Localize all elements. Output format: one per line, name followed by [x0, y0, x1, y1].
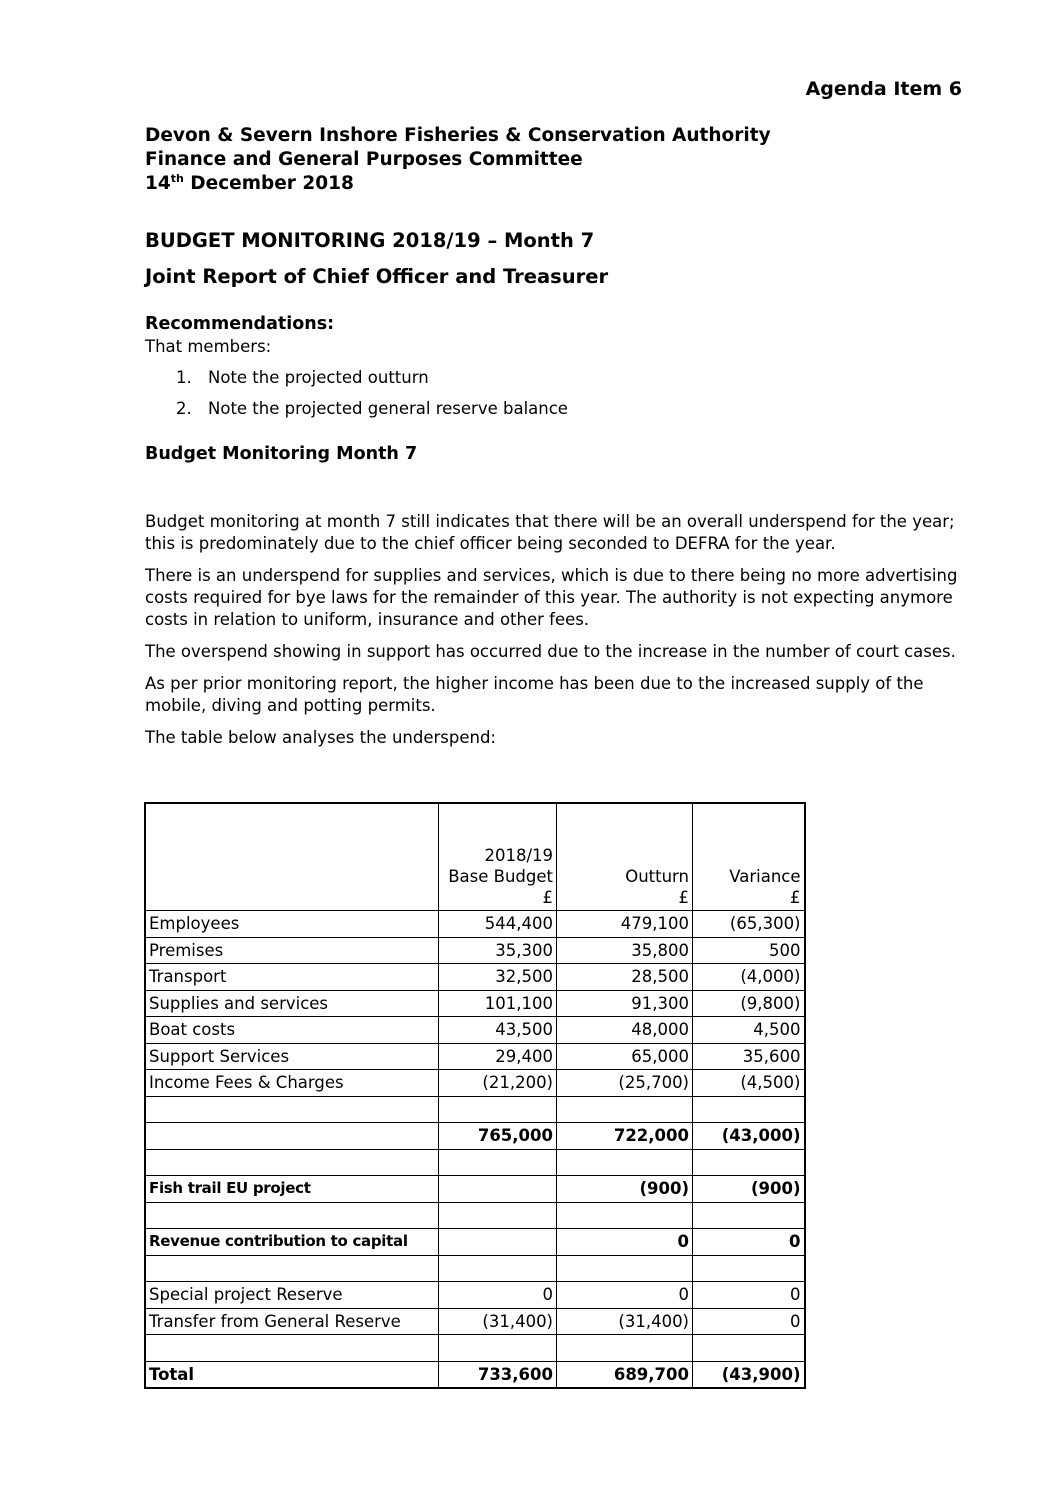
table-row-special-reserve: Special project Reserve 0 0 0 [145, 1282, 805, 1309]
recommendations-heading: Recommendations: [145, 314, 335, 334]
table-row: Supplies and services 101,100 91,300 (9,800) [145, 990, 805, 1017]
table-row: Transport 32,500 28,500 (4,000) [145, 964, 805, 991]
recommendations-intro: That members: [145, 337, 272, 356]
table-row: Boat costs 43,500 48,000 4,500 [145, 1017, 805, 1044]
org-name: Devon & Severn Inshore Fisheries & Conservation Authority [145, 125, 771, 146]
paragraph: As per prior monitoring report, the higher income has been due to the increased supply of the mobile, diving and potting permits. [145, 674, 924, 715]
body-text [145, 511, 975, 759]
table-row-blank [145, 1202, 805, 1229]
agenda-item: Agenda Item 6 [805, 78, 962, 100]
table-row-general-reserve: Transfer from General Reserve (31,400) (31,400) 0 [145, 1308, 805, 1335]
table-row-fish-trail: Fish trail EU project (900) (900) [145, 1176, 805, 1203]
table-header-label [145, 803, 439, 911]
paragraph: The overspend showing in support has occurred due to the increase in the number of court cases. [145, 642, 956, 661]
document-header [145, 124, 771, 196]
table-row-blank [145, 1096, 805, 1123]
paragraph: The table below analyses the underspend: [145, 728, 496, 747]
table-row: Support Services 29,400 65,000 35,600 [145, 1043, 805, 1070]
table-row-subtotal: 765,000 722,000 (43,000) [145, 1123, 805, 1150]
table-row: Income Fees & Charges (21,200) (25,700) (4,500) [145, 1070, 805, 1097]
header-base-budget: 2018/19 Base Budget £ [439, 803, 557, 911]
table-header-row [145, 803, 805, 911]
table-row-revenue-contribution: Revenue contribution to capital 0 0 [145, 1229, 805, 1256]
paragraph: There is an underspend for supplies and services, which is due to there being no more advertising costs required for bye laws for the remainder of this year. The authority is not expecting anymore costs in relation to uniform, insurance and other fees. [145, 566, 958, 629]
report-subtitle: Joint Report of Chief Officer and Treasurer [145, 265, 609, 288]
table-row: Employees 544,400 479,100 (65,300) [145, 911, 805, 938]
table-row-blank [145, 1149, 805, 1176]
list-item: 2. Note the projected general reserve balance [176, 399, 568, 418]
table-row-blank [145, 1255, 805, 1282]
committee-name: Finance and General Purposes Committee [145, 149, 583, 170]
paragraph: Budget monitoring at month 7 still indicates that there will be an overall underspend for the year; this is predominately due to the chief officer being seconded to DEFRA for the year. [145, 512, 955, 553]
section-heading: Budget Monitoring Month 7 [145, 444, 418, 464]
table-row-blank [145, 1335, 805, 1362]
meeting-date: 14th December 2018 [145, 171, 354, 194]
list-item: 1. Note the projected outturn [176, 368, 429, 387]
report-title: BUDGET MONITORING 2018/19 – Month 7 [145, 229, 595, 252]
header-variance: Variance £ [693, 803, 805, 911]
table-row-total: Total 733,600 689,700 (43,900) [145, 1361, 805, 1388]
recommendations-list [176, 368, 568, 430]
budget-table [144, 802, 806, 1389]
header-outturn: Outturn £ [557, 803, 693, 911]
table-row: Premises 35,300 35,800 500 [145, 937, 805, 964]
